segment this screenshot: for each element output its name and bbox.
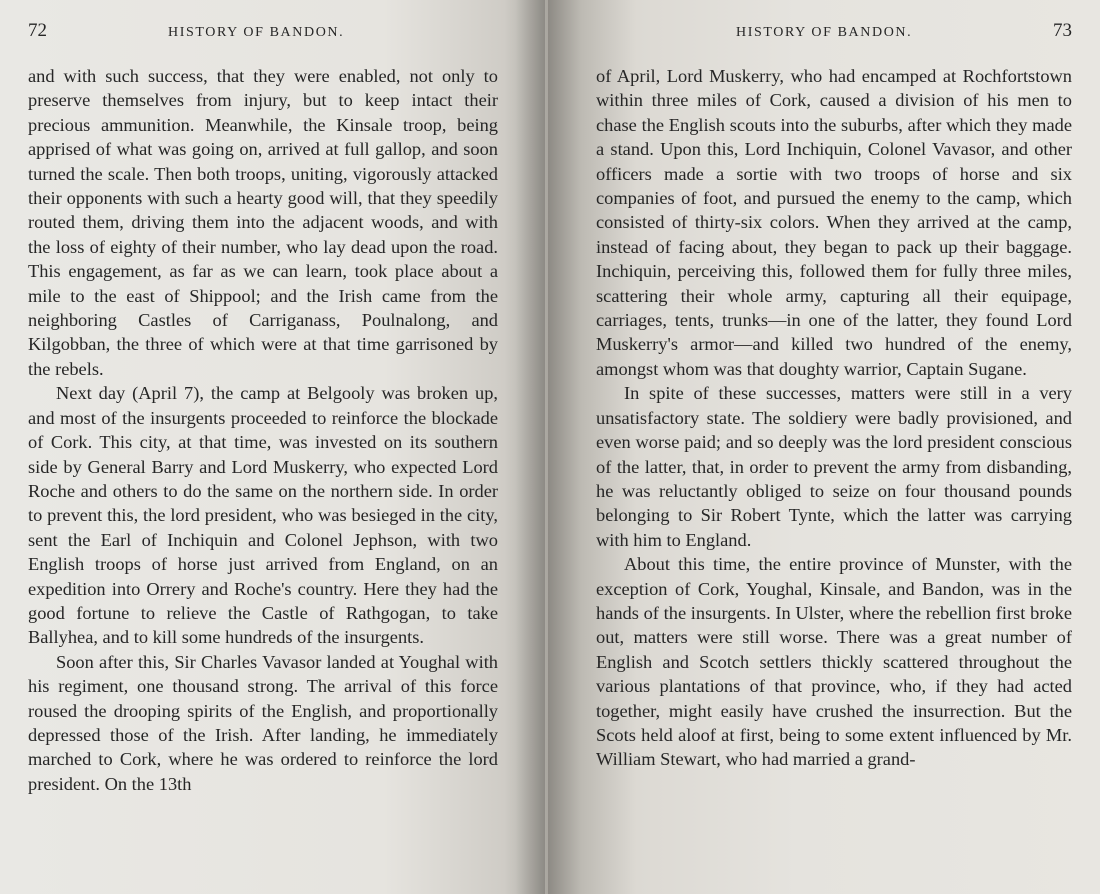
paragraph: Soon after this, Sir Charles Vavasor landed at Youghal with his regiment, one thousand strong. The arrival of this force roused the drooping spirits of the English, and proportionally depressed those of the Irish. After landing, he immediately marched to Cork, where he was ordered to reinforce the lord president. On the 13th	[28, 651, 498, 794]
paragraph: In spite of these successes, matters were still in a very unsatisfactory state. The soldiery were badly provisioned, and even worse paid; and so deeply was the lord president conscious of the latter, that, in order to prevent the army from disbanding, he was reluctantly obliged to seize on four thousand pounds belonging to Sir Robert Tynte, which the latter was carrying with him to England.	[596, 383, 1072, 550]
paragraph: About this time, the entire province of Munster, with the exception of Cork, Youghal, Kinsale, and Bandon, was in the hands of the insurgents. In Ulster, where the rebellion first broke out, matters were still worse. There was a great number of English and Scotch settlers thickly scattered throughout the various plantations of that province, who, if they had acted together, might easily have crushed the insurrection. But the Scots held aloof at first, being to some extent influenced by Mr. William Stewart, who had married a grand-	[596, 554, 1072, 770]
left-page	[0, 0, 548, 894]
left-running-head: HISTORY OF BANDON.	[168, 25, 345, 40]
left-page-body	[28, 64, 498, 796]
left-page-header	[28, 20, 498, 50]
paragraph: of April, Lord Muskerry, who had encamped at Rochfortstown within three miles of Cork, caused a division of his men to chase the English scouts into the suburbs, after which they made a stand. Upon this, Lord Inchiquin, Colonel Vavasor, and other officers made a sortie with two troops of horse and six companies of foot, and pursued the enemy to the camp, which consisted of thirty-six colors. When they arrived at the camp, instead of facing about, they began to pack up their baggage. Inchiquin, perceiving this, followed them for fully three miles, scattering their whole army, capturing all their equipage, carriages, tents, trunks—in one of the latter, they found Lord Muskerry's armor—and killed two hundred of the enemy, amongst whom was that doughty warrior, Captain Sugane.	[596, 66, 1072, 379]
right-page-number: 73	[1053, 20, 1072, 41]
right-running-head: HISTORY OF BANDON.	[736, 25, 913, 40]
paragraph: and with such success, that they were enabled, not only to preserve themselves from injury, but to keep intact their precious ammunition. Meanwhile, the Kinsale troop, being apprised of what was going on, arrived at full gallop, and soon turned the scale. Then both troops, uniting, vigorously attacked their opponents with such a hearty good will, that they speedily routed them, driving them into the adjacent woods, and with the loss of eighty of their number, who lay dead upon the road. This engagement, as far as we can learn, took place about a mile to the east of Shippool; and the Irish came from the neighboring Castles of Carriganass, Poulnalong, and Kilgobban, the three of which were at that time garrisoned by the rebels.	[28, 66, 498, 379]
right-page	[548, 0, 1100, 894]
right-page-body	[596, 64, 1072, 772]
paragraph: Next day (April 7), the camp at Belgooly was broken up, and most of the insurgents proceeded to reinforce the blockade of Cork. This city, at that time, was invested on its southern side by General Barry and Lord Muskerry, who expected Lord Roche and others to do the same on the northern side. In order to prevent this, the lord president, who was besieged in the city, sent the Earl of Inchiquin and Colonel Jephson, with two English troops of horse just arrived from England, on an expedition into Orrery and Roche's country. Here they had the good fortune to relieve the Castle of Rathgogan, to take Ballyhea, and to kill some hundreds of the insurgents.	[28, 383, 498, 648]
right-page-header	[596, 20, 1072, 50]
left-page-number: 72	[28, 20, 47, 41]
